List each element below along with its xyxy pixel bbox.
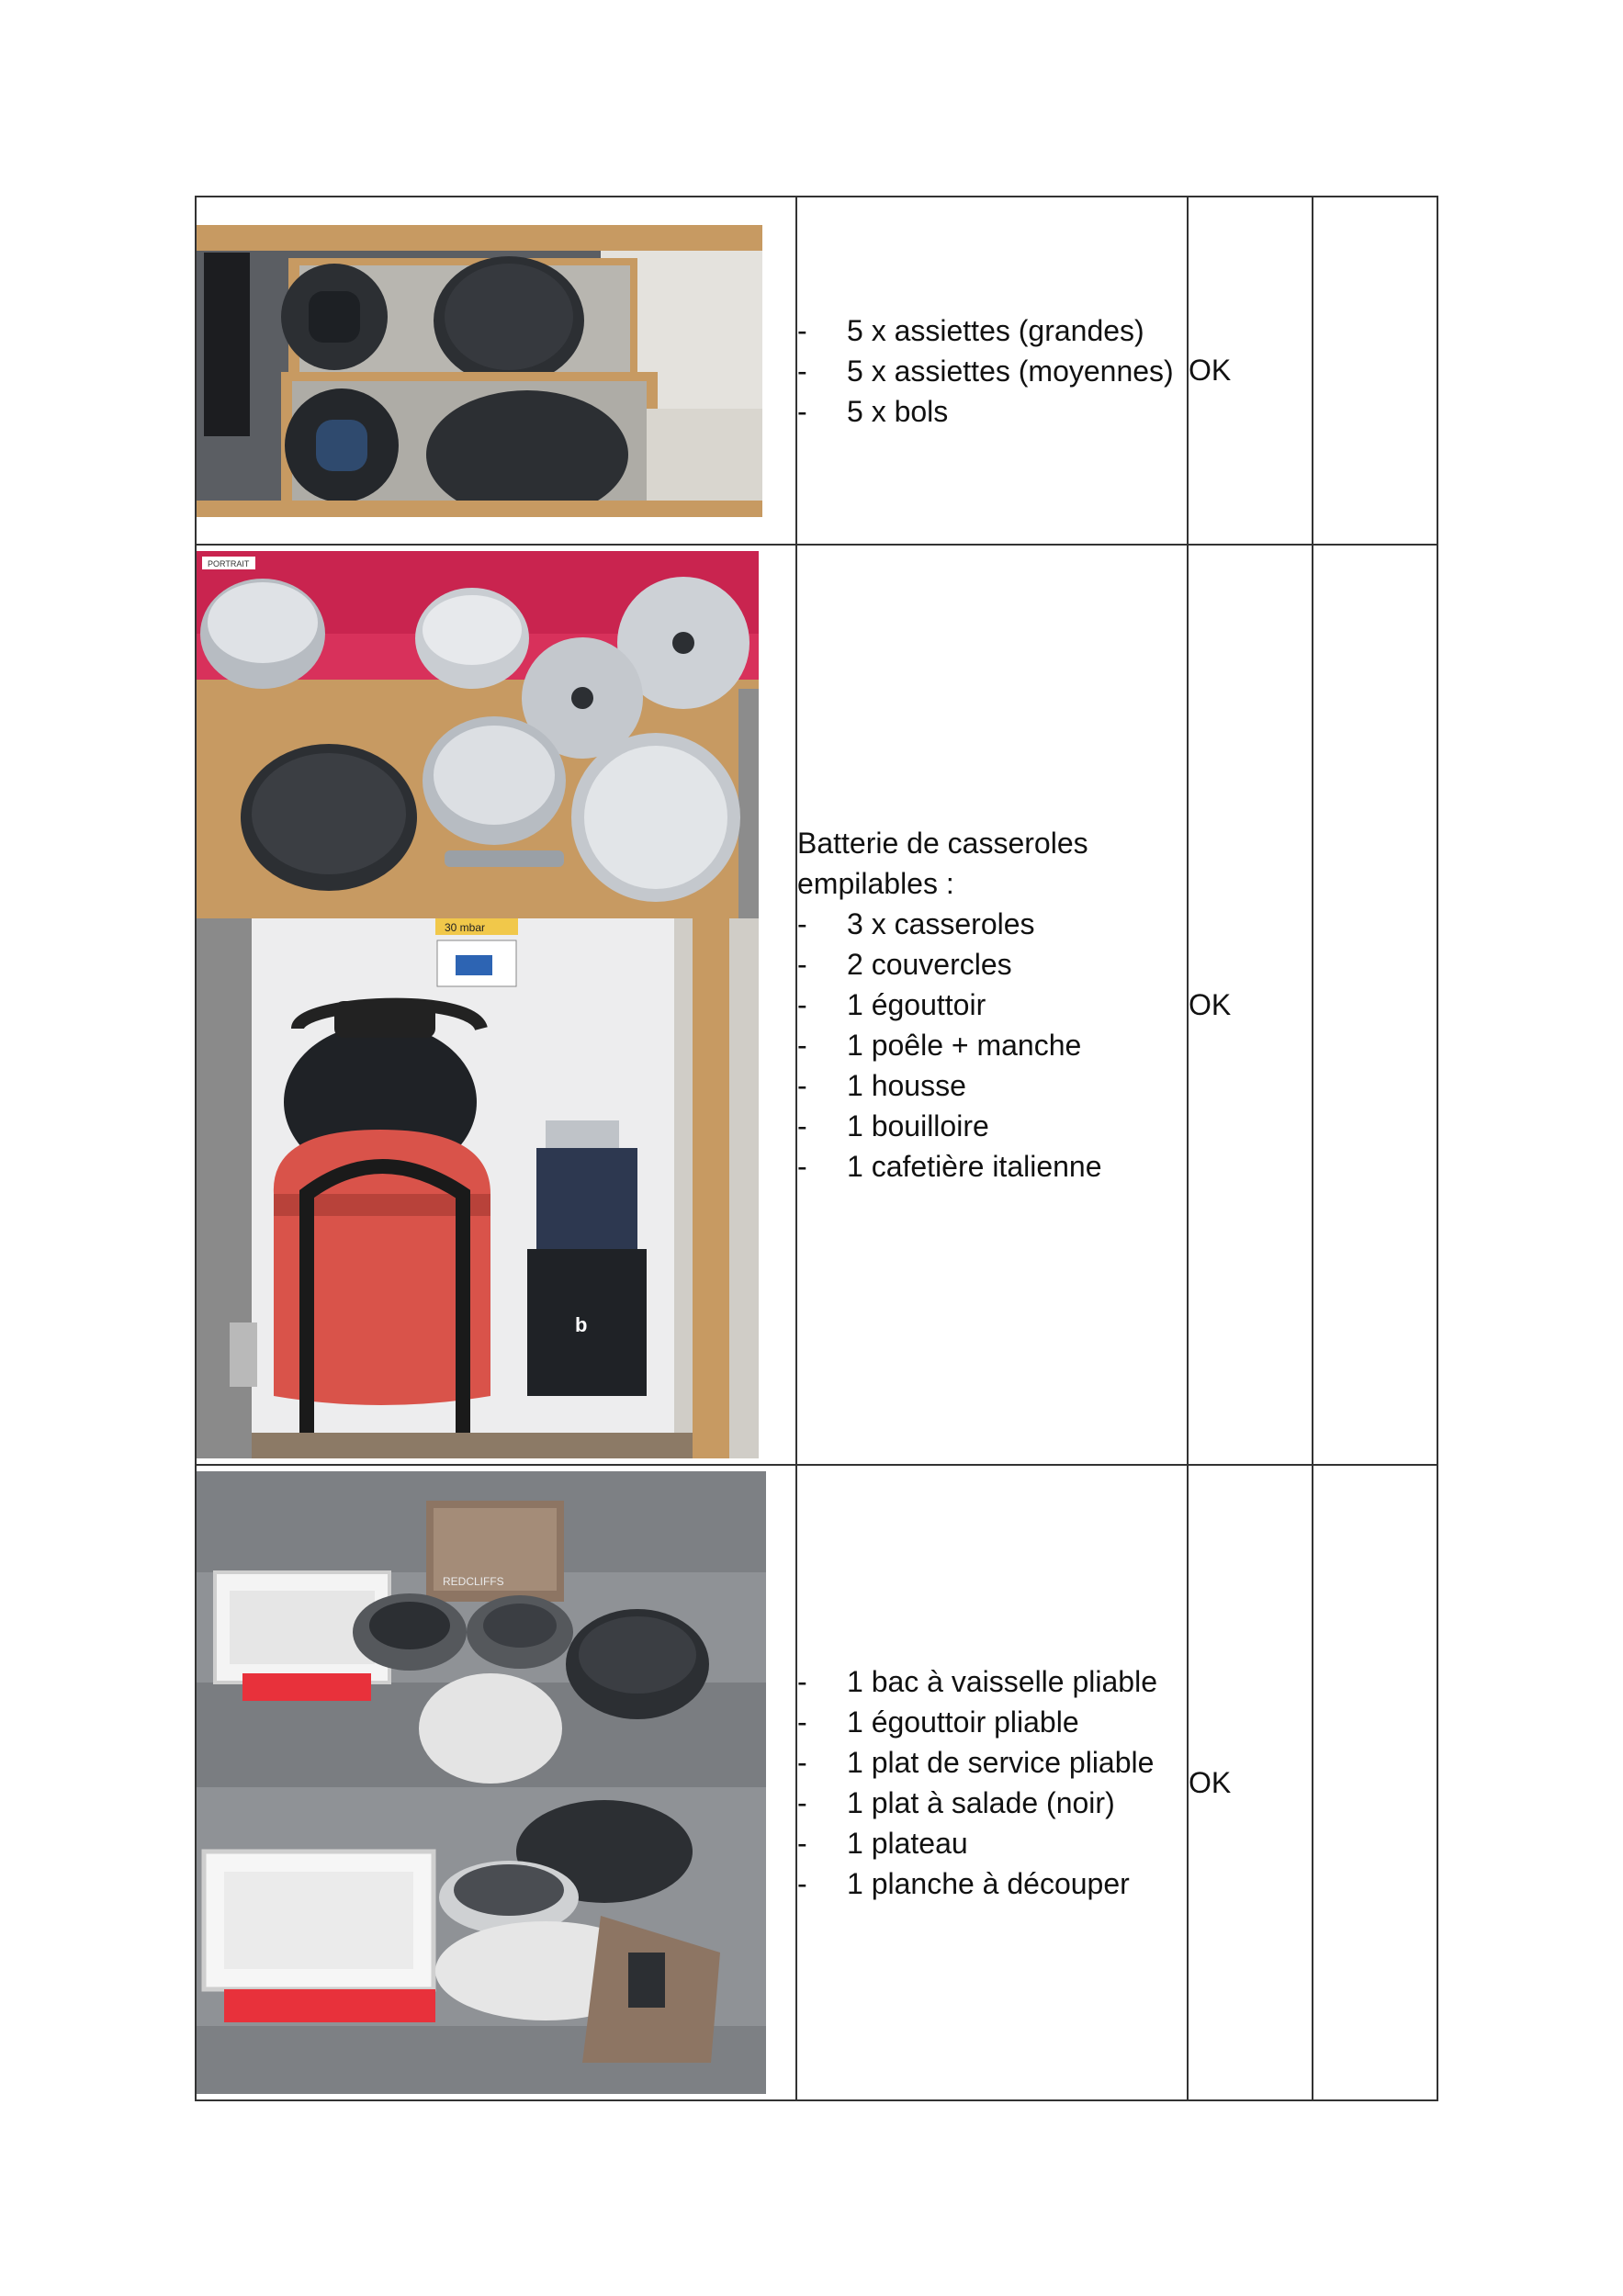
status-cell: OK xyxy=(1188,197,1313,545)
status-cell: OK xyxy=(1188,1465,1313,2100)
table-row xyxy=(196,197,1437,545)
photo-cell xyxy=(196,545,796,1465)
moka-brand: b xyxy=(575,1313,588,1336)
list-item: - 1 égouttoir xyxy=(797,988,986,1021)
list-item: - 1 bac à vaisselle pliable xyxy=(797,1665,1157,1698)
list-item: - 1 cafetière italienne xyxy=(797,1150,1102,1183)
photo-plates-drawer xyxy=(197,225,762,517)
description-cell xyxy=(796,1465,1188,2100)
remark-cell xyxy=(1313,197,1437,545)
photo-tag: PORTRAIT xyxy=(208,559,250,568)
list-item: - 1 plat de service pliable xyxy=(797,1746,1155,1779)
photo-cell xyxy=(196,197,796,545)
section-intro: Batterie de casseroles xyxy=(797,827,1088,860)
list-item: - 1 bouilloire xyxy=(797,1109,989,1142)
description-cell xyxy=(796,197,1188,545)
list-item: - 1 plat à salade (noir) xyxy=(797,1786,1115,1819)
table-row xyxy=(196,1465,1437,2100)
description-cell xyxy=(796,545,1188,1465)
list-item: - 1 poêle + manche xyxy=(797,1029,1082,1062)
photo-cell xyxy=(196,1465,796,2100)
list-item: - 2 couvercles xyxy=(797,948,1012,981)
status-cell: OK xyxy=(1188,545,1313,1465)
photo-kettle-cupboard xyxy=(197,918,759,1458)
list-item: - 5 x assiettes (grandes) xyxy=(797,313,1144,347)
remark-cell xyxy=(1313,1465,1437,2100)
photo-pots-on-counter xyxy=(197,551,759,918)
list-item: - 3 x casseroles xyxy=(797,907,1035,940)
photo-foldables-stacked xyxy=(197,1787,766,2094)
photo-brand: REDCLIFFS xyxy=(443,1575,504,1588)
list-item: - 1 planche à découper xyxy=(797,1867,1130,1900)
list-item: - 1 housse xyxy=(797,1069,966,1102)
section-intro: empilables : xyxy=(797,867,954,900)
list-item: - 5 x bols xyxy=(797,394,949,428)
remark-cell xyxy=(1313,545,1437,1465)
list-item: - 1 égouttoir pliable xyxy=(797,1705,1079,1739)
gas-label: 30 mbar xyxy=(445,921,486,934)
list-item: - 1 plateau xyxy=(797,1827,968,1860)
list-item: - 5 x assiettes (moyennes) xyxy=(797,354,1174,388)
inventory-table xyxy=(195,196,1438,2101)
photo-foldables-ground xyxy=(197,1471,766,1787)
table-row xyxy=(196,545,1437,1465)
